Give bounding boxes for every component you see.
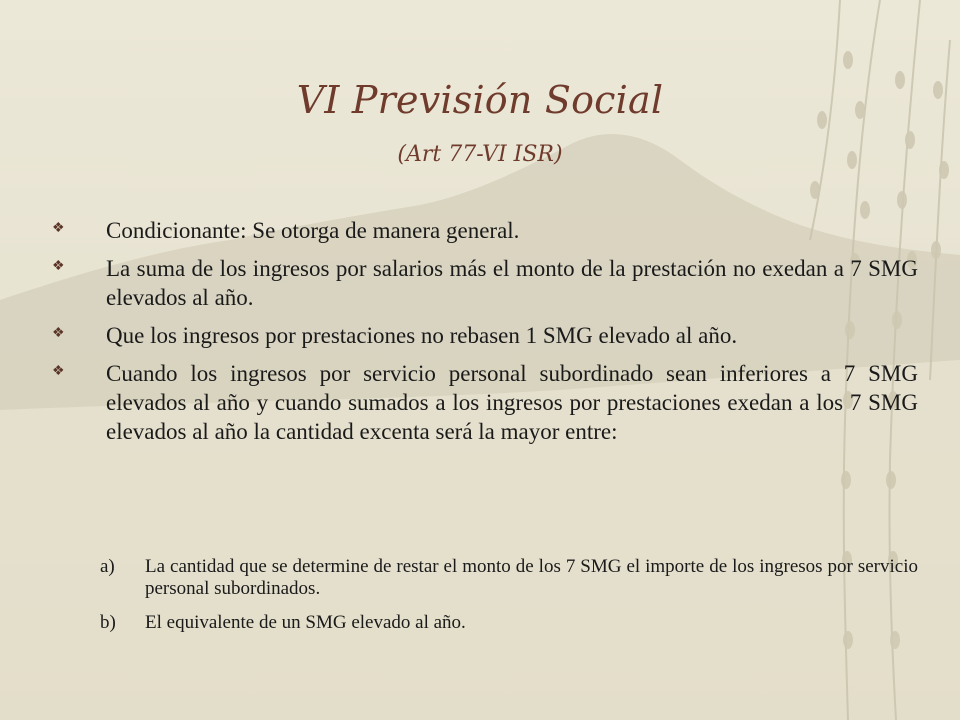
bullet-text: La suma de los ingresos por salarios más el monto de la prestación no exedan a 7 SMG elevados al año. [106,256,918,310]
slide-subtitle: (Art 77-VI ISR) [397,142,563,167]
bullet-item [52,321,918,350]
sub-item [100,556,918,600]
flower-bullet-icon: ❖ [52,326,65,341]
sub-item-text: El equivalente de un SMG elevado al año. [145,612,466,633]
bullet-item [52,254,918,312]
slide-title: VI Previsión Social [296,78,664,122]
flower-bullet-icon: ❖ [52,364,65,379]
bullet-text: Cuando los ingresos por servicio personal subordinado sean inferiores a 7 SMG elevados al año y cuando sumados a los ingresos por prestaciones exedan a los 7 SMG elevados al año la cantidad excenta será la mayor entre: [106,361,918,444]
sub-item-letter: b) [100,612,116,633]
sub-item [100,612,918,634]
sub-item-text: La cantidad que se determine de restar el monto de los 7 SMG el importe de los ingresos por servicio personal subordinados. [145,556,918,599]
sub-item-letter: a) [100,556,115,577]
flower-bullet-icon: ❖ [52,259,65,274]
bullet-item [52,359,918,446]
sub-list [100,556,918,646]
bullet-list [52,216,918,455]
bullet-text: Condicionante: Se otorga de manera general. [106,218,520,243]
bullet-item [52,216,918,245]
flower-bullet-icon: ❖ [52,221,65,236]
bullet-text: Que los ingresos por prestaciones no rebasen 1 SMG elevado al año. [106,323,738,348]
